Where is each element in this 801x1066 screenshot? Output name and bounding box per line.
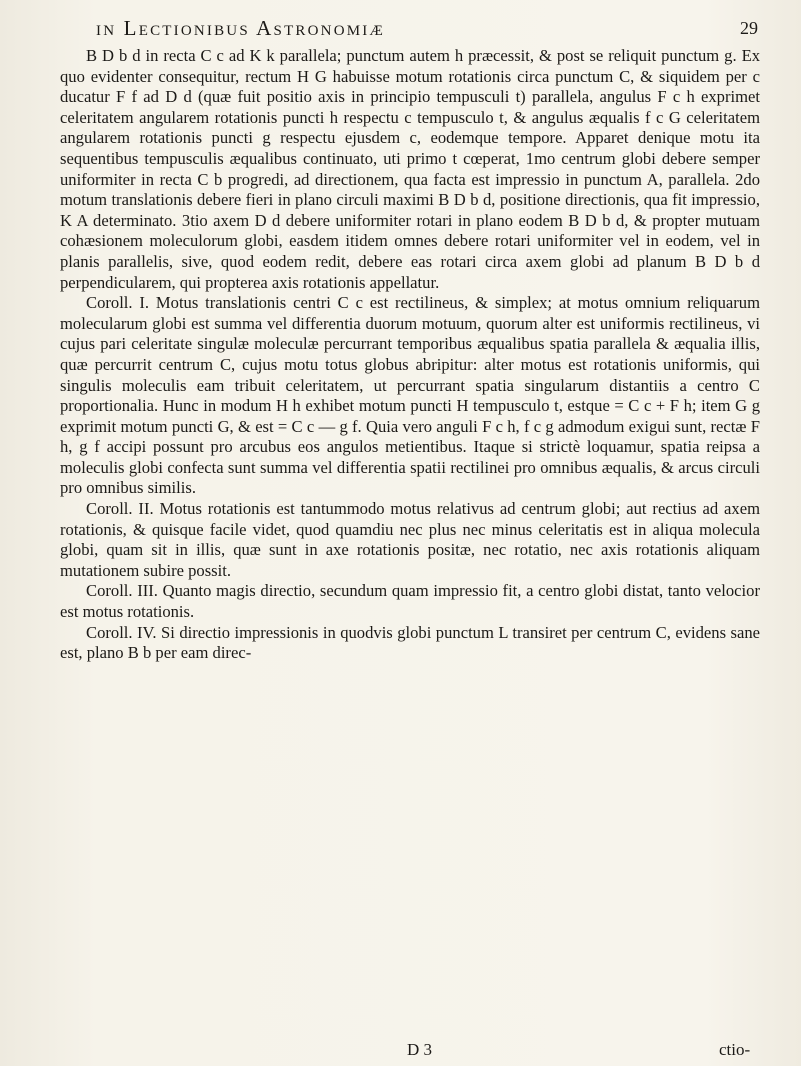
- paragraph-corollary-1: Coroll. I. Motus translationis centri C c est rectilineus, & simplex; at motus omnium reliquarum molecularum globi est summa vel differentia duorum motuum, quorum alter est uniformis rectilineus, vi cujus pari celeritate singulæ moleculæ percurrant temporibus æqualibus spatia parallela & æqualia illis, quæ percurrit centrum C, cujus motu totus globus abripitur: alter motus est rotationis uniformis, qui singulis moleculis eam tribuit celeritatem, ut percurrant spatia singularum distantiis a centro C proportionalia. Hunc in modum H h exhibet motum puncti H tempusculo t, estque = C c + F h; item G g exprimit motum puncti G, & est = C c — g f. Quia vero anguli F c h, f c g admodum exigui sunt, rectæ F h, g f accipi possunt pro arcubus eos angulos metientibus. Itaque si strictè loquamur, spatia reipsa a moleculis globi confecta sunt summa vel differentia spatii rectilinei pro omnibus æqualis, & arcus circuli pro omnibus similis.: [60, 293, 760, 498]
- paragraph-corollary-3: Coroll. III. Quanto magis directio, secundum quam impressio fit, a centro globi distat, tanto velocior est motus rotationis.: [60, 581, 760, 622]
- body-text: [60, 46, 760, 664]
- running-title: in Lectionibus Astronomiæ: [96, 16, 386, 40]
- page-footer: [0, 1040, 801, 1064]
- paragraph-corollary-4: Coroll. IV. Si directio impressionis in quodvis globi punctum L transiret per centrum C, evidens sane est, plano B b per eam direc-: [60, 622, 760, 663]
- paragraph-corollary-2: Coroll. II. Motus rotationis est tantummodo motus relativus ad centrum globi; aut rectius ad axem rotationis, & quisque facile videt, quod quamdiu nec plus nec minus celeritatis est in aliqua molecula globi, quam sit in illis, quæ sunt in axe rotationis positæ, nec rotatio, nec axis rotationis aliquam mutationem subire possit.: [60, 499, 760, 580]
- page-number: 29: [740, 18, 758, 38]
- paragraph-main: B D b d in recta C c ad K k parallela; punctum autem h præcessit, & post se reliquit punctum g. Ex quo evidenter consequitur, rectum H G habuisse motum rotationis circa punctum C, & siquidem per c ducatur F f ad D d (quæ fuit positio axis in principio tempusculi t) parallela, angulus F c h exprimet celeritatem angularem rotationis puncti h respectu c tempusculo t, & angulus æqualis f c G celeritatem angularem rotationis puncti g respectu ejusdem c, eodemque tempore. Apparet denique motu ita sequentibus tempusculis æqualibus continuato, uti primo t cœperat, 1mo centrum globi debere semper uniformiter in recta C b progredi, ad directionem, qua facta est impressio in punctum A, parallela. 2do motum translationis debere fieri in plano circuli maximi B D b d, positione directionis, qua fit impressio, K A determinato. 3tio axem D d debere uniformiter rotari in plano eodem B D b d, & propter mutuam cohæsionem moleculorum globi, easdem itidem omnes debere rotari uniformiter vel in eodem, vel in planis parallelis, sive, quod eodem redit, debere eas rotari circa axem globi ad planum B D b d perpendicularem, qui propterea axis rotationis appellatur.: [60, 46, 760, 292]
- catchword: ctio-: [719, 1040, 751, 1059]
- signature-mark: D 3: [407, 1040, 433, 1059]
- page-header: [96, 16, 758, 46]
